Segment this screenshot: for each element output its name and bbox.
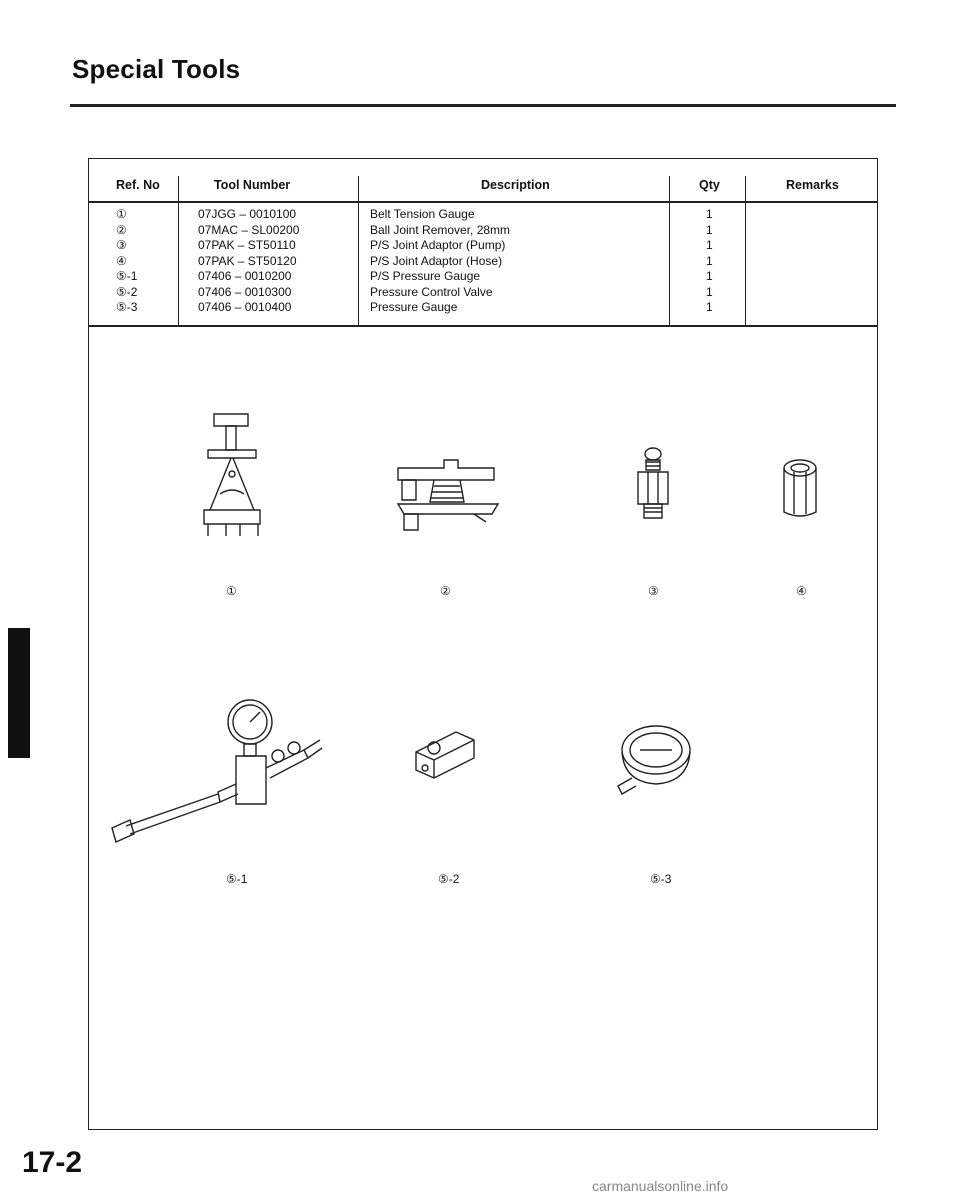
column-divider (178, 176, 179, 326)
page-number: 17-2 (22, 1146, 83, 1179)
figure-label: ① (226, 584, 237, 598)
table-cell: Pressure Gauge (370, 300, 458, 314)
table-cell: 1 (706, 269, 713, 283)
table-cell: 1 (706, 300, 713, 314)
table-bottom-divider (88, 325, 878, 327)
header-remarks: Remarks (786, 178, 839, 192)
column-divider (358, 176, 359, 326)
table-cell: 07406 – 0010400 (198, 300, 292, 314)
table-cell: ④ (116, 253, 127, 268)
table-cell: Pressure Control Valve (370, 284, 493, 299)
belt-tension-gauge-icon (200, 412, 266, 542)
table-cell: P/S Joint Adaptor (Hose) (370, 253, 503, 268)
table-cell: 07PAK – ST50120 (198, 253, 297, 268)
table-cell: Ball Joint Remover, 28mm (370, 222, 511, 237)
header-tool-number: Tool Number (214, 178, 291, 192)
table-cell: ⑤-2 (116, 284, 138, 299)
figure-label: ② (440, 584, 451, 598)
page-title: Special Tools (72, 54, 241, 84)
header-qty: Qty (699, 178, 720, 192)
pressure-control-valve-icon (414, 728, 478, 780)
table-cell: ⑤-3 (116, 300, 138, 314)
table-cell: 07406 – 0010200 (198, 269, 292, 283)
figure-label: ③ (648, 584, 659, 598)
table-cell: 1 (706, 238, 713, 252)
joint-adaptor-pump-icon (634, 446, 672, 524)
table-cell: 07406 – 0010300 (198, 284, 292, 299)
ps-pressure-gauge-icon (108, 696, 324, 846)
header-ref-no: Ref. No (116, 178, 160, 192)
header-divider (88, 201, 878, 203)
figure-label: ⑤-1 (226, 872, 248, 886)
table-cell: 1 (706, 222, 713, 237)
table-cell: 07JGG – 0010100 (198, 207, 297, 221)
table-cell: 07MAC – SL00200 (198, 222, 300, 237)
figure-label: ⑤-3 (650, 872, 672, 886)
figure-label: ④ (796, 584, 807, 598)
joint-adaptor-hose-icon (778, 458, 822, 520)
qty-column (706, 207, 713, 316)
table-cell: 07PAK – ST50110 (198, 238, 296, 252)
table-cell: 1 (706, 207, 713, 221)
table-cell: 1 (706, 284, 713, 299)
table-cell: Belt Tension Gauge (370, 207, 475, 221)
table-cell: P/S Joint Adaptor (Pump) (370, 238, 506, 252)
table-cell: ② (116, 222, 127, 237)
header-description: Description (481, 178, 550, 192)
tool-number-column (198, 207, 299, 316)
figure-label: ⑤-2 (438, 872, 460, 886)
table-cell: P/S Pressure Gauge (370, 269, 481, 283)
watermark-text: carmanualsonline.info (592, 1178, 729, 1194)
section-tab-marker (8, 628, 30, 758)
table-cell: 1 (706, 253, 713, 268)
column-divider (669, 176, 670, 326)
table-cell: ⑤-1 (116, 269, 138, 283)
table-cell: ③ (116, 238, 127, 252)
table-cell: ① (116, 207, 127, 221)
ref-column (116, 207, 137, 316)
ball-joint-remover-icon (394, 454, 502, 538)
description-column (370, 207, 510, 316)
pressure-gauge-icon (610, 722, 694, 798)
title-rule (70, 104, 896, 107)
column-divider (745, 176, 746, 326)
